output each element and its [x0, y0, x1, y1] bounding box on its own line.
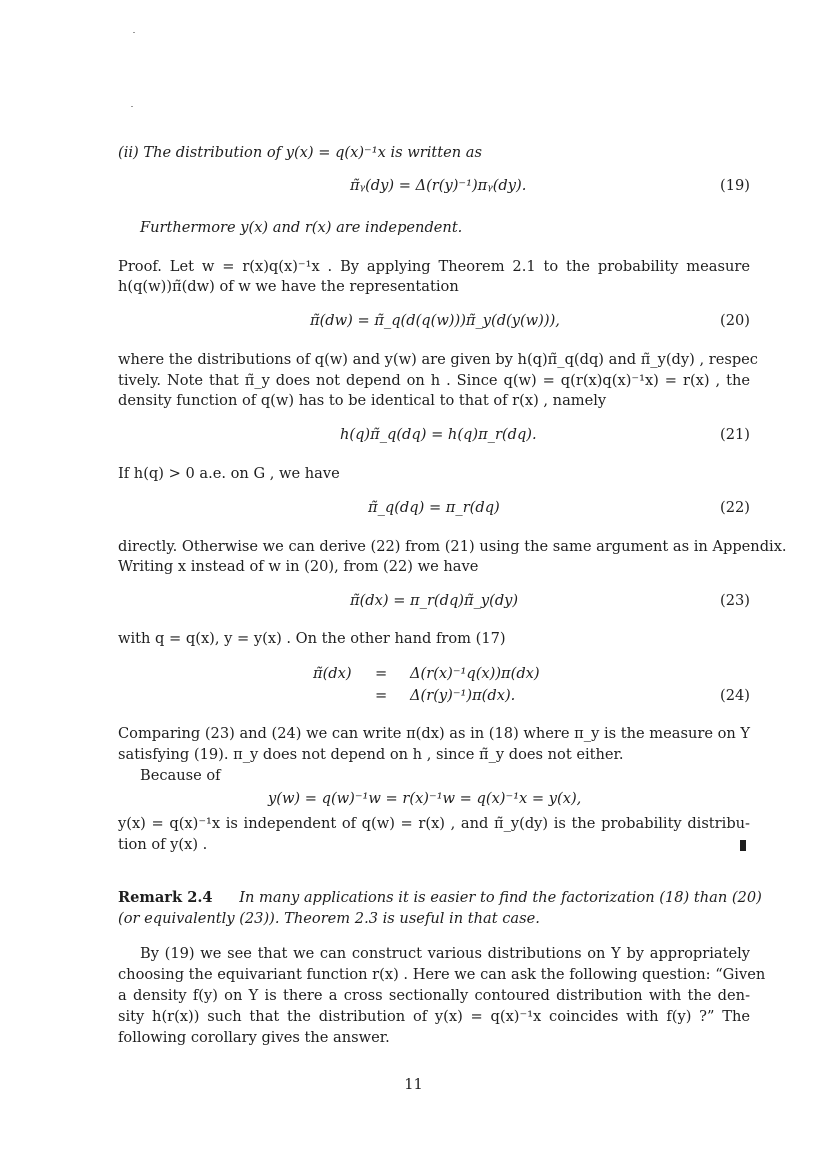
- equation-22: π̃_q(dq) = π_r(dq): [368, 499, 500, 516]
- paragraph-line: density function of q(w) has to be identical to that of r(x) , namely: [118, 392, 607, 409]
- scan-speck: [131, 106, 133, 107]
- scan-speck: [133, 32, 135, 33]
- remark-text: In many applications it is easier to find the factorization (18) than (20): [239, 889, 762, 906]
- equation-number-19: (19): [720, 177, 750, 194]
- equation-number-24: (24): [720, 687, 750, 704]
- proof-line: h(q(w))π̃(dw) of w we have the representation: [118, 278, 459, 295]
- remark-heading: Remark 2.4: [118, 889, 213, 906]
- qed-symbol: [740, 840, 746, 851]
- paragraph-line: where the distributions of q(w) and y(w) are given by h(q)π̃_q(dq) and π̃_y(dy) , respec: [118, 351, 758, 368]
- paragraph-line: following corollary gives the answer.: [118, 1029, 390, 1046]
- paragraph-line: a density f(y) on Y is there a cross sectionally contoured distribution with the den-: [118, 987, 750, 1004]
- equation-number-21: (21): [720, 426, 750, 443]
- equation-20: π̃(dw) = π̃_q(d(q(w)))π̃_y(d(y(w))),: [310, 312, 560, 329]
- paragraph-line: Writing x instead of w in (20), from (22) we have: [118, 558, 479, 575]
- equation-because: y(w) = q(w)⁻¹w = r(x)⁻¹w = q(x)⁻¹x = y(x),: [268, 790, 582, 807]
- equation-24-operator: =: [375, 687, 388, 704]
- equation-number-20: (20): [720, 312, 750, 329]
- theorem-item-ii: (ii) The distribution of y(x) = q(x)⁻¹x is written as: [118, 144, 482, 161]
- equation-24-operator: =: [375, 665, 388, 682]
- equation-21: h(q)π̃_q(dq) = h(q)π_r(dq).: [340, 426, 537, 443]
- remark-text: (or equivalently (23)). Theorem 2.3 is useful in that case.: [118, 910, 540, 927]
- paragraph-line: with q = q(x), y = y(x) . On the other hand from (17): [118, 630, 506, 647]
- paragraph-line: By (19) we see that we can construct various distributions on Y by appropriately: [140, 945, 750, 962]
- equation-24-rhs: Δ(r(x)⁻¹q(x))π(dx): [410, 665, 540, 682]
- equation-number-23: (23): [720, 592, 750, 609]
- equation-19: π̃ᵧ(dy) = Δ(r(y)⁻¹)πᵧ(dy).: [350, 177, 527, 194]
- paragraph-line: tion of y(x) .: [118, 836, 208, 853]
- paragraph-line: tively. Note that π̃_y does not depend on h . Since q(w) = q(r(x)q(x)⁻¹x) = r(x) , the: [118, 372, 750, 389]
- paragraph-line: Because of: [140, 767, 221, 784]
- paragraph-line: choosing the equivariant function r(x) . Here we can ask the following question: “Given: [118, 966, 766, 983]
- paragraph-line: If h(q) > 0 a.e. on G , we have: [118, 465, 340, 482]
- page-number: 11: [404, 1076, 423, 1093]
- paragraph-line: satisfying (19). π_y does not depend on h , since π̃_y does not either.: [118, 746, 624, 763]
- paragraph-line: sity h(r(x)) such that the distribution of y(x) = q(x)⁻¹x coincides with f(y) ?” The: [118, 1008, 750, 1025]
- equation-24-rhs: Δ(r(y)⁻¹)π(dx).: [410, 687, 516, 704]
- paragraph-line: y(x) = q(x)⁻¹x is independent of q(w) = r(x) , and π̃_y(dy) is the probability distribu-: [118, 815, 750, 832]
- equation-23: π̃(dx) = π_r(dq)π̃_y(dy): [350, 592, 519, 609]
- paragraph-line: Comparing (23) and (24) we can write π(dx) as in (18) where π_y is the measure on Y: [118, 725, 751, 742]
- equation-24-lhs: π̃(dx): [313, 665, 352, 682]
- remark-line: [118, 888, 762, 908]
- theorem-furthermore: Furthermore y(x) and r(x) are independent.: [140, 219, 463, 236]
- equation-number-22: (22): [720, 499, 750, 516]
- paragraph-line: directly. Otherwise we can derive (22) from (21) using the same argument as in Appendix.: [118, 538, 787, 555]
- proof-line: Proof. Let w = r(x)q(x)⁻¹x . By applying Theorem 2.1 to the probability measure: [118, 258, 750, 275]
